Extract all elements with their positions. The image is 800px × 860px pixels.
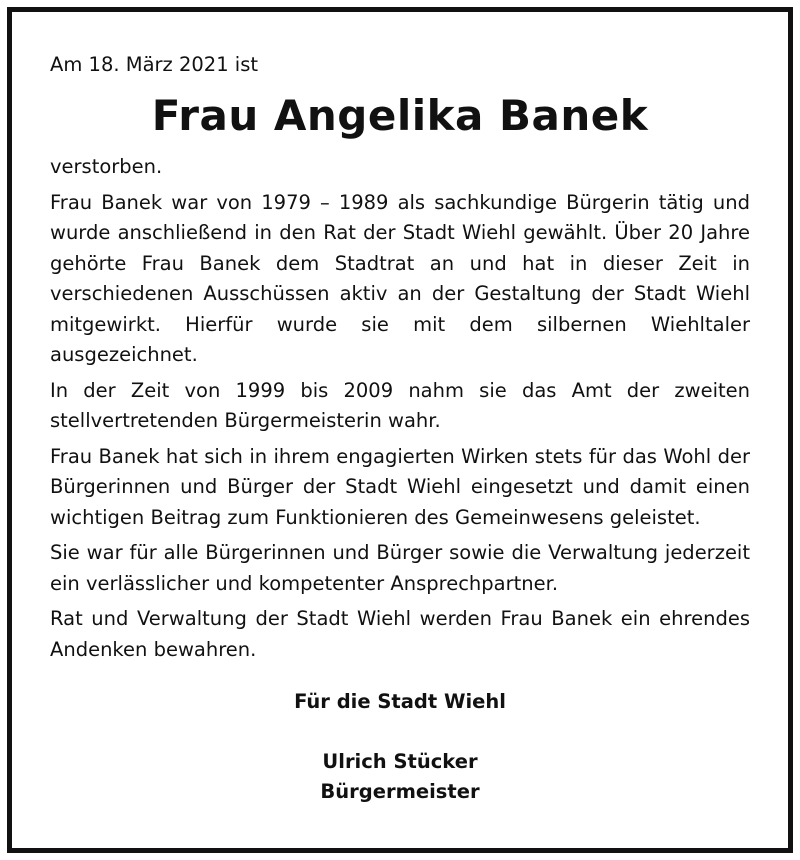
signature-block — [50, 687, 750, 807]
paragraph-engagement: Frau Banek hat sich in ihrem engagierten Wirken stets für das Wohl der Bürgerinnen und Bürger der Stadt Wiehl eingesetzt und damit einen wichtigen Beitrag zum Funktionieren des Gemeinwesens geleistet. — [50, 444, 750, 529]
deceased-name: Frau Angelika Banek — [151, 91, 649, 140]
after-name-line: verstorben. — [50, 155, 163, 178]
paragraph-career: Frau Banek war von 1979 – 1989 als sachkundige Bürgerin tätig und wurde anschließend in den Rat der Stadt Wiehl gewählt. Über 20 Jahre gehörte Frau Banek dem Stadtrat an und hat in dieser Zeit in verschiedenen Ausschüssen aktiv an der Gestaltung der Stadt Wiehl mitgewirkt. Hierfür wurde sie mit dem silbernen Wiehltaler ausgezeichnet. — [50, 190, 750, 366]
signature-org: Für die Stadt Wiehl — [294, 690, 506, 713]
intro-line: Am 18. März 2021 ist — [50, 53, 259, 76]
signature-person: Ulrich Stücker — [322, 750, 478, 773]
notice-body — [50, 152, 750, 665]
paragraph-deputy-mayor: In der Zeit von 1999 bis 2009 nahm sie das Amt der zweiten stellvertretenden Bürgermeisterin wahr. — [50, 378, 750, 432]
paragraph-contact-person: Sie war für alle Bürgerinnen und Bürger sowie die Verwaltung jederzeit ein verlässlicher und kompetenter Ansprechpartner. — [50, 541, 750, 595]
signature-title: Bürgermeister — [320, 780, 480, 803]
obituary-notice — [50, 50, 750, 807]
paragraph-remembrance: Rat und Verwaltung der Stadt Wiehl werden Frau Banek ein ehrendes Andenken bewahren. — [50, 607, 750, 661]
